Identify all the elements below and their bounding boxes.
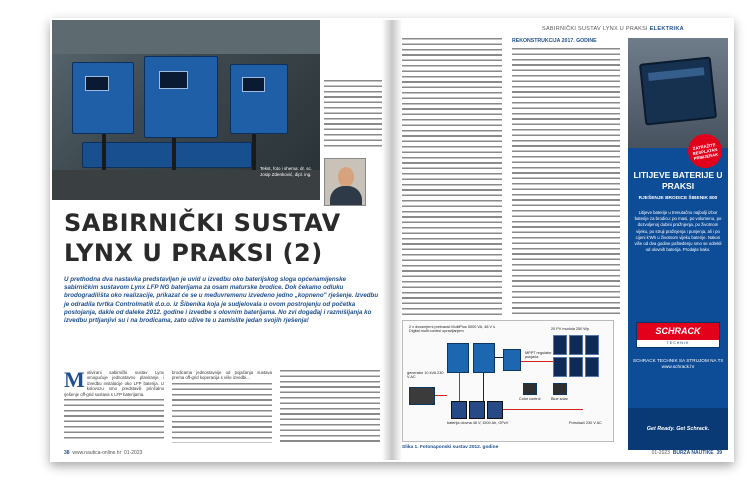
- section-heading-2017: REKONSTRUKCIJA 2017. GODINE: [512, 38, 597, 44]
- ad-badge: ZATRAŽITE BESPLATAN PRIMJERAK: [685, 131, 724, 170]
- battery-monitor: [553, 383, 567, 395]
- color-control: [523, 383, 537, 395]
- running-header-section: ELEKTRIKA: [649, 26, 684, 32]
- inverter-2: [473, 343, 495, 373]
- article-lead: U prethodna dva nastavka predstavljen je uvid u izvedbu oko baterijskog sloga općenamijenske sabirničkim sustavom Lynx LFP NG baterijama za osam maturske brodice. Dok čekamo odluku brodogradilišta oko realizacije, prikazat će se u međuvremenu izvedeno jedno „kopneno" rješenje. Izvedbu je odradila tvrtka Controlmatik d.o.o. iz Šibenika koja je sudjelovala u ovom postrojenju od početka postojanja, dakle od daleke 2012. godine i izvedbe s olovnim baterijama. No zvi događaj i razmišljanja ko izvedbu prtljanjivi su i na brodicama, zato užive te u zamislite jedan svojih rješenja!: [64, 276, 379, 325]
- running-header: [542, 26, 684, 32]
- diagram-label-bmv: Blue solar: [551, 397, 568, 401]
- ad-subtitle: RJEŠENJE BRODICE ŠIBENIK 800: [638, 196, 718, 201]
- diagram-label-generator: generator 10 kVA 230 V AC: [407, 371, 444, 380]
- left-footer-site: www.nautica-online.hr: [72, 450, 122, 456]
- mppt-unit: [503, 349, 521, 371]
- body-column-2: [172, 370, 272, 446]
- right-footer: [652, 450, 722, 456]
- body-column-3: [280, 370, 380, 446]
- diagram-label-battery: baterija olovna 48 V, 1500 Ah, OPzV: [447, 421, 509, 425]
- right-page: [392, 20, 732, 460]
- ad-image: [628, 38, 728, 148]
- generator: [409, 387, 435, 405]
- left-side-column: [324, 80, 382, 150]
- left-footer: [64, 450, 142, 456]
- diagram-label-inverters: 2 x dvosmjerni pretvarač MultiPlus 5000 VA, 48 V s Digital multi control upravljanjem: [409, 325, 496, 334]
- system-diagram: [402, 320, 614, 442]
- left-page-number: 38: [64, 450, 70, 456]
- schrack-logo-tag: TECHNIK: [666, 341, 690, 345]
- right-footer-date: 01-2023: [651, 450, 670, 456]
- photo-credit: Tekst, foto i shema: dr. sc. Josip Zdenković, dipl. ing.: [260, 166, 313, 177]
- figure-caption: Slika 1. Fotonaponski sustav 2012. godine: [402, 445, 499, 450]
- ad-title: LITIJEVE BATERIJE U PRAKSI: [633, 170, 723, 191]
- ad-cta: SCHRACK TECHNIK SA STRUJOM NA TI! www.schrack.hr: [632, 358, 724, 370]
- author-portrait: [324, 158, 366, 206]
- diagram-label-load: Potrošači 230 V AC: [569, 421, 602, 425]
- inverter-1: [447, 343, 469, 373]
- installation-photo: [52, 20, 320, 200]
- left-footer-date: 01-2023: [124, 450, 143, 456]
- right-page-number: 39: [716, 450, 722, 456]
- right-column-2: [512, 48, 620, 316]
- spine-gutter: [382, 20, 402, 460]
- headline-line-1: SABIRNIČKI SUSTAV: [64, 209, 341, 237]
- body-column-2-text: brodicama jednostavnije od pojačanja sustava prema off-grid koperacija s više izvedbi...: [172, 370, 272, 381]
- right-column-1: [402, 38, 502, 316]
- dropcap: M: [64, 367, 85, 392]
- ad-slogan: Get Ready. Get Schrack.: [646, 426, 710, 432]
- diagram-label-mppt: MPPT regulator punjača: [525, 351, 552, 360]
- schrack-logo-text: SCHRACK: [637, 323, 719, 340]
- schrack-logo: [636, 322, 720, 348]
- diagram-label-pv: 20 PV modula 250 Wp: [551, 327, 589, 331]
- article-headline: [64, 208, 384, 268]
- running-header-title: SABIRNIČKI SUSTAV LYNX U PRAKSI: [542, 26, 648, 32]
- body-column-1-text: otivirani sabirnički sustav Lynx omogućuje jednostavno planiranje i izvedbu instalacije oko LFP baterija. U kolovozu smo predstavili prinčalno rješenje off-grid sustava s LFP baterijama.: [64, 370, 164, 397]
- right-footer-mag: BURZA NAUTIKE: [672, 450, 714, 456]
- body-column-1: [64, 367, 164, 446]
- ad-footer: [628, 408, 728, 450]
- ad-body: Litijeve baterije u trenutačno najbolji izbor baterije za brodicu: po masi, po volumenu, po dozvoljenoj dubini pražnjenja, po životnom vijeku, po struji pražnjenja i punjenja, ali i po cijeni k'Wh u životnom vijeku baterije. Nakon više od dva godine pošteđenju smo se odrekli od olovnih baterija. Prodajte kako.: [634, 210, 722, 253]
- diagram-label-color-control: Color control: [519, 397, 541, 401]
- headline-line-2: LYNX U PRAKSI (2): [64, 239, 323, 267]
- magazine-spread: [52, 20, 732, 460]
- schrack-advertisement: [628, 38, 728, 450]
- ad-product-image: [639, 56, 717, 125]
